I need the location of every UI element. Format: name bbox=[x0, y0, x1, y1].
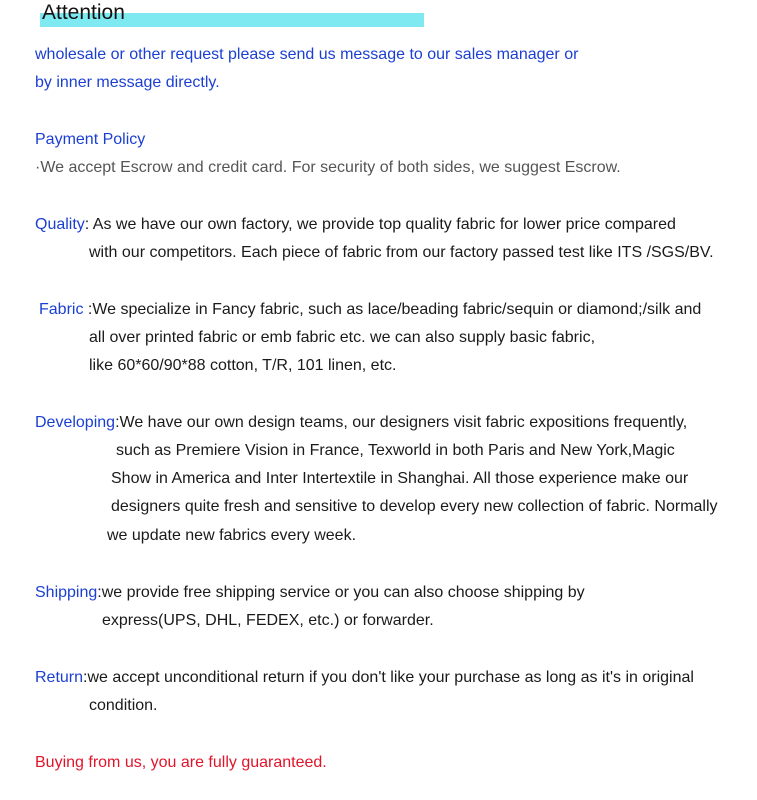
fabric-line-3: like 60*60/90*88 cotton, T/R, 101 linen, etc. bbox=[89, 357, 397, 374]
return-label: Return bbox=[35, 669, 84, 686]
developing-line-5: we update new fabrics every week. bbox=[107, 527, 357, 544]
developing-line-4: designers quite fresh and sensitive to develop every new collection of fabric. Normally bbox=[111, 498, 718, 515]
payment-text: ·We accept Escrow and credit card. For security of both sides, we suggest Escrow. bbox=[35, 159, 621, 176]
return-text-1: :we accept unconditional return if you don't like your purchase as long as it's in original bbox=[83, 669, 694, 686]
quality-line-2: with our competitors. Each piece of fabric from our factory passed test like ITS /SGS/BV. bbox=[89, 244, 714, 261]
fabric-line-2: all over printed fabric or emb fabric etc. we can also supply basic fabric, bbox=[89, 329, 596, 346]
return-line-1 bbox=[35, 668, 694, 688]
shipping-label: Shipping bbox=[35, 584, 98, 601]
shipping-text-1: :we provide free shipping service or you can also choose shipping by bbox=[97, 584, 585, 601]
payment-heading: Payment Policy bbox=[35, 131, 146, 148]
guarantee-text: Buying from us, you are fully guaranteed. bbox=[35, 754, 327, 771]
intro-line-1: wholesale or other request please send us message to our sales manager or bbox=[35, 46, 579, 63]
developing-text-1: :We have our own design teams, our designers visit fabric expositions frequently, bbox=[115, 414, 688, 431]
quality-text-1: : As we have our own factory, we provide top quality fabric for lower price compared bbox=[84, 216, 676, 233]
shipping-line-1 bbox=[35, 583, 585, 603]
fabric-label: Fabric bbox=[39, 301, 84, 318]
fabric-text-1: :We specialize in Fancy fabric, such as lace/beading fabric/sequin or diamond;/silk and bbox=[83, 301, 702, 318]
developing-line-2: such as Premiere Vision in France, Texworld in both Paris and New York,Magic bbox=[116, 442, 675, 459]
developing-label: Developing bbox=[35, 414, 116, 431]
developing-line-3: Show in America and Inter Intertextile in Shanghai. All those experience make our bbox=[111, 470, 689, 487]
fabric-line-1 bbox=[39, 300, 701, 320]
quality-label: Quality bbox=[35, 216, 85, 233]
intro-line-2: by inner message directly. bbox=[35, 74, 220, 91]
shipping-line-2: express(UPS, DHL, FEDEX, etc.) or forwarder. bbox=[102, 612, 434, 629]
quality-line-1 bbox=[35, 215, 676, 235]
developing-line-1 bbox=[35, 413, 687, 433]
page-title: Attention bbox=[42, 1, 125, 24]
return-line-2: condition. bbox=[89, 697, 158, 714]
